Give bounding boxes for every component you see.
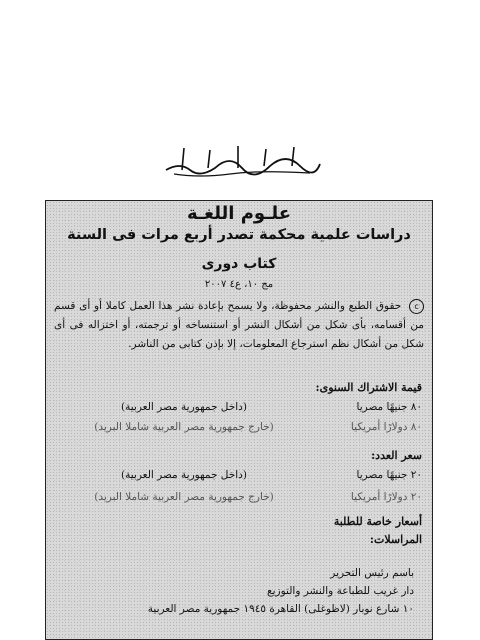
students-note: أسعار خاصة للطلبة — [333, 515, 422, 528]
subscription-row — [56, 399, 422, 415]
price-value: ٢٠ جنيهًا مصريا — [356, 469, 422, 481]
issue-price-row — [56, 467, 422, 483]
price-region: (خارج جمهورية مصر العربية شاملا البريد) — [94, 421, 274, 433]
copyright-notice — [54, 297, 424, 354]
correspondence-line: باسم رئيس التحرير — [330, 567, 414, 579]
subscription-row — [56, 419, 422, 435]
subscription-heading: قيمة الاشتراك السنوى: — [315, 381, 422, 394]
price-region: (داخل جمهورية مصر العربية) — [121, 401, 247, 413]
price-region: (خارج جمهورية مصر العربية شاملا البريد) — [94, 491, 274, 503]
copyright-icon: c — [409, 299, 424, 314]
price-value: ٢٠ دولارًا أمريكيا — [350, 491, 422, 503]
basmala-calligraphy-icon — [160, 140, 325, 180]
price-value: ٨٠ دولارًا أمريكيا — [350, 421, 422, 433]
issue-price-heading: سعر العدد: — [371, 449, 422, 462]
journal-volume: مج ١٠، ع٤ ٢٠٠٧ — [204, 279, 274, 290]
correspondence-line: دار غريب للطباعة والنشر والتوزيع — [267, 585, 414, 597]
journal-subtitle: دراسات علمية محكمة تصدر أربع مرات فى السنة — [67, 227, 411, 243]
issue-price-row — [56, 489, 422, 505]
price-region: (داخل جمهورية مصر العربية) — [121, 469, 247, 481]
correspondence-heading: المراسلات: — [369, 533, 422, 546]
journal-info-box — [45, 200, 433, 640]
journal-title: علـوم اللغـة — [186, 203, 292, 224]
journal-kind: كتاب دورى — [201, 256, 277, 272]
price-value: ٨٠ جنيهًا مصريا — [356, 401, 422, 413]
basmala-calligraphy — [160, 140, 325, 180]
copyright-text: حقوق الطبع والنشر محفوظة، ولا يسمح بإعادة نشر هذا العمل كاملا أو أى قسم من أقسامه، بأى شكل من أشكال النشر أو استنساخه أو ترجمته، أو اختزاله فى أى شكل من أشكال نظم استرجاع المعلومات، إلا بإذن كتابى من الناشر. — [54, 300, 424, 350]
correspondence-line: ١٠ شارع نوبار (لاظوغلى) القاهرة ١٩٤٥ جمهورية مصر العربية — [147, 603, 414, 615]
